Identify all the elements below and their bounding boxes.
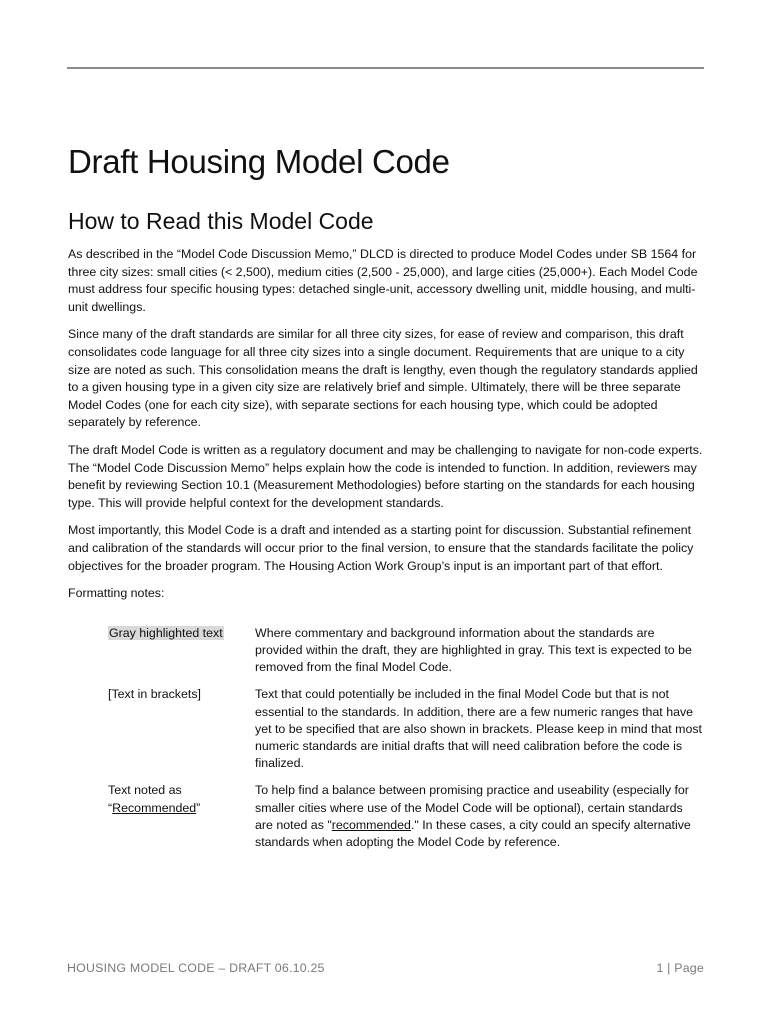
document-body: [68, 140, 704, 861]
footer-page-number: 1 | Page: [656, 961, 704, 975]
paragraph-consolidation: Since many of the draft standards are similar for all three city sizes, for ease of review and comparison, this draft consolidates code language for all three city sizes into a single document. Requirements that are unique to a city size are noted as such. This consolidation means the draft is lengthy, even though the regulatory standards applied to a given housing type in a given city size are relatively brief and simple. Ultimately, there will be three separate Model Codes (one for each city size), with separate sections for each housing type, which could be adopted separately by reference.: [68, 327, 698, 430]
note-desc-recommended-before: To help find a balance between promising practice and useability (especially for smaller cities where use of the Model Code will be optional), certain standards are noted as ": [255, 783, 689, 832]
recommended-term: Recommended: [112, 800, 197, 815]
formatting-notes-label: Formatting notes:: [68, 586, 165, 601]
paragraph-draft-notice: Most importantly, this Model Code is a draft and intended as a starting point for discussion. Substantial refinement and calibration of the standards will occur prior to the final version, to ensure that the standards facilitate the policy objectives for the broader program. The Housing Action Work Group’s input is an important part of that effort.: [68, 523, 694, 573]
note-desc-recommended: [255, 782, 704, 861]
note-term-recommended: [108, 782, 255, 861]
close-quote: ”: [196, 800, 201, 815]
open-quote: “: [108, 800, 113, 815]
note-desc-brackets: Text that could potentially be included in the final Model Code but that is not essential to the standards. In addition, there are a few numeric ranges that have yet to be specified that are also shown in brackets. Please keep in mind that most numeric standards are initial drafts that will need calibration before the code is finalized.: [255, 687, 702, 771]
note-row-brackets: [108, 686, 704, 782]
note-desc-gray: Where commentary and background information about the standards are provided within the draft, they are highlighted in gray. This text is expected to be removed from the final Model Code.: [255, 625, 692, 675]
note-term-prefix: Text noted as: [108, 783, 182, 798]
note-term-brackets: [Text in brackets]: [108, 687, 201, 702]
note-desc-recommended-after: ." In these cases, a city could an specify alternative standards when adopting the Model Code by reference.: [255, 817, 691, 849]
gray-highlight-sample: Gray highlighted text: [109, 625, 223, 640]
section-heading: How to Read this Model Code: [68, 208, 374, 234]
recommended-word: recommended: [331, 817, 411, 832]
header-rule: [67, 67, 704, 69]
document-title: Draft Housing Model Code: [68, 143, 450, 180]
formatting-notes-table: [108, 625, 704, 861]
note-row-recommended: [108, 782, 704, 861]
note-row-gray: [108, 625, 704, 687]
footer-document-label: HOUSING MODEL CODE – DRAFT 06.10.25: [67, 961, 325, 975]
paragraph-intro: As described in the “Model Code Discussion Memo,” DLCD is directed to produce Model Codes under SB 1564 for three city sizes: small cities (< 2,500), medium cities (2,500 - 25,000), and large cities (25,000+). Each Model Code must address four specific housing types: detached single-unit, accessory dwelling unit, middle housing, and multi-unit dwellings.: [68, 247, 698, 314]
paragraph-regulatory: The draft Model Code is written as a regulatory document and may be challenging to navigate for non-code experts. The “Model Code Discussion Memo” helps explain how the code is intended to function. In addition, reviewers may benefit by reviewing Section 10.1 (Measurement Methodologies) before starting on the standards for each housing type. This will provide helpful context for the development standards.: [68, 442, 703, 510]
note-term-gray: [108, 625, 255, 687]
